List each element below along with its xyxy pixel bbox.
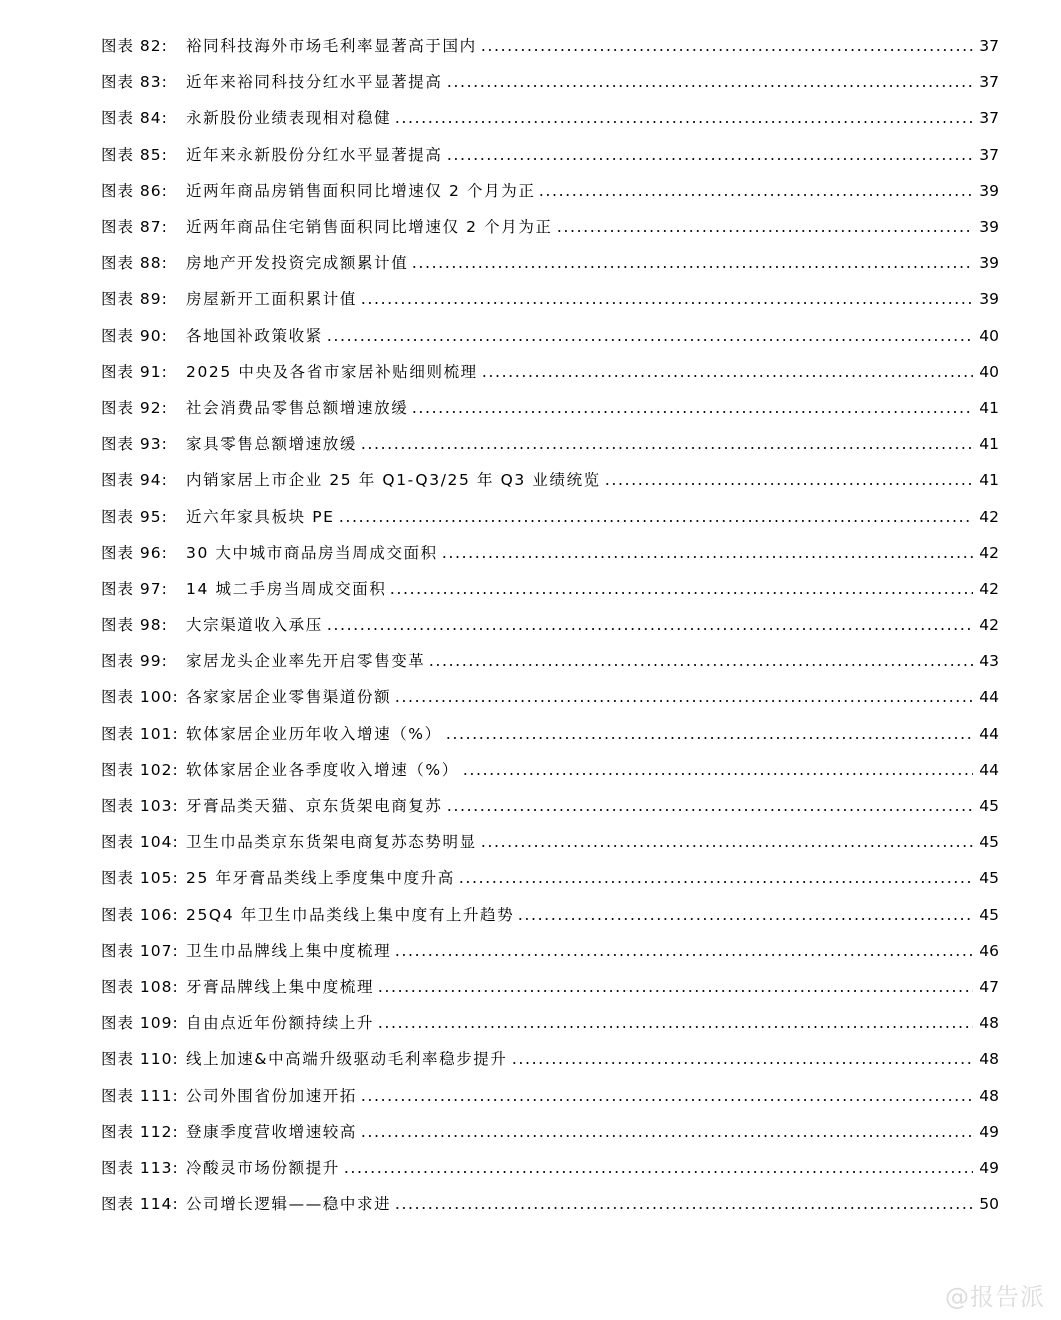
dot-leader [428, 664, 973, 666]
figure-number: 图表 101: [101, 724, 179, 743]
figure-title: 近六年家具板块 PE [186, 507, 335, 526]
page-number: 44 [979, 688, 999, 707]
toc-entry[interactable] [101, 137, 999, 173]
toc-entry[interactable] [101, 173, 999, 209]
dot-leader [481, 375, 973, 377]
figure-number: 图表 99: [101, 652, 168, 671]
dot-leader [511, 1062, 974, 1064]
toc-entry[interactable] [101, 716, 999, 752]
dot-leader [458, 881, 973, 883]
figure-title: 内销家居上市企业 25 年 Q1-Q3/25 年 Q3 业绩统览 [186, 471, 601, 490]
toc-entry[interactable] [101, 1041, 999, 1077]
toc-entry[interactable] [101, 462, 999, 498]
figure-number: 图表 92: [101, 398, 168, 417]
figure-number: 图表 86: [101, 181, 168, 200]
figure-title: 软体家居企业历年收入增速（%） [186, 724, 442, 743]
figure-number: 图表 90: [101, 326, 168, 345]
page-number: 42 [979, 579, 999, 598]
dot-leader [411, 266, 973, 268]
dot-leader [556, 230, 973, 232]
figure-title: 房屋新开工面积累计值 [186, 290, 358, 309]
figure-title: 近两年商品住宅销售面积同比增速仅 2 个月为正 [186, 218, 553, 237]
figure-number: 图表 106: [101, 905, 179, 924]
page-number: 50 [979, 1195, 999, 1214]
page-number: 49 [979, 1158, 999, 1177]
figure-title: 近年来裕同科技分红水平显著提高 [186, 73, 443, 92]
page-number: 42 [979, 507, 999, 526]
figure-number: 图表 97: [101, 579, 168, 598]
page-number: 44 [979, 724, 999, 743]
figure-number: 图表 89: [101, 290, 168, 309]
dot-leader [360, 302, 973, 304]
page-number: 39 [979, 290, 999, 309]
page-number: 45 [979, 905, 999, 924]
page-number: 45 [979, 833, 999, 852]
figure-title: 自由点近年份额持续上升 [186, 1014, 375, 1033]
figure-number: 图表 103: [101, 797, 179, 816]
dot-leader [326, 628, 973, 630]
page-number: 39 [979, 254, 999, 273]
dot-leader [604, 483, 973, 485]
figure-number: 图表 94: [101, 471, 168, 490]
page-number: 39 [979, 181, 999, 200]
dot-leader [377, 990, 973, 992]
page-number: 37 [979, 37, 999, 56]
figure-number: 图表 91: [101, 362, 168, 381]
toc-entry[interactable] [101, 752, 999, 788]
dot-leader [394, 700, 973, 702]
dot-leader [326, 339, 973, 341]
toc-entry[interactable] [101, 1150, 999, 1186]
dot-leader [360, 447, 973, 449]
page-number: 40 [979, 326, 999, 345]
figure-title: 25 年牙膏品类线上季度集中度升高 [186, 869, 455, 888]
toc-entry[interactable] [101, 1005, 999, 1041]
page-number: 41 [979, 471, 999, 490]
dot-leader [480, 845, 973, 847]
page-number: 41 [979, 435, 999, 454]
page-number: 48 [979, 1014, 999, 1033]
dot-leader [411, 411, 973, 413]
page-number: 49 [979, 1122, 999, 1141]
toc-entry[interactable] [101, 28, 999, 64]
toc-entry[interactable] [101, 354, 999, 390]
figure-title: 14 城二手房当周成交面积 [186, 579, 387, 598]
toc-entry[interactable] [101, 788, 999, 824]
figure-title: 永新股份业绩表现相对稳健 [186, 109, 392, 128]
figure-number: 图表 108: [101, 977, 179, 996]
figure-title: 近年来永新股份分红水平显著提高 [186, 145, 443, 164]
figure-number: 图表 114: [101, 1195, 179, 1214]
toc-entry[interactable] [101, 100, 999, 136]
figure-title: 公司外围省份加速开拓 [186, 1086, 358, 1105]
toc-entry[interactable] [101, 1077, 999, 1113]
page-number: 42 [979, 543, 999, 562]
figure-title: 家具零售总额增速放缓 [186, 435, 358, 454]
toc-entry[interactable] [101, 64, 999, 100]
page-number: 45 [979, 869, 999, 888]
figure-number: 图表 93: [101, 435, 168, 454]
dot-leader [360, 1135, 973, 1137]
toc-entry[interactable] [101, 535, 999, 571]
toc-entry[interactable] [101, 390, 999, 426]
figure-title: 线上加速&中高端升级驱动毛利率稳步提升 [186, 1050, 508, 1069]
toc-entry[interactable] [101, 824, 999, 860]
figure-title: 家居龙头企业率先开启零售变革 [186, 652, 426, 671]
figure-number: 图表 84: [101, 109, 168, 128]
dot-leader [394, 121, 973, 123]
figure-title: 软体家居企业各季度收入增速（%） [186, 760, 459, 779]
figure-number: 图表 100: [101, 688, 179, 707]
toc-entry[interactable] [101, 679, 999, 715]
figure-number: 图表 107: [101, 941, 179, 960]
dot-leader [389, 592, 973, 594]
toc-entry[interactable] [101, 607, 999, 643]
figure-number: 图表 87: [101, 218, 168, 237]
figure-title: 房地产开发投资完成额累计值 [186, 254, 409, 273]
toc-entry[interactable] [101, 318, 999, 354]
figure-title: 公司增长逻辑——稳中求进 [186, 1195, 392, 1214]
dot-leader [445, 737, 973, 739]
figure-title: 牙膏品类天猫、京东货架电商复苏 [186, 797, 443, 816]
dot-leader [446, 158, 973, 160]
figure-number: 图表 88: [101, 254, 168, 273]
figure-number: 图表 109: [101, 1014, 179, 1033]
dot-leader [517, 918, 973, 920]
dot-leader [360, 1099, 973, 1101]
dot-leader [446, 809, 973, 811]
figure-title: 25Q4 年卫生巾品类线上集中度有上升趋势 [186, 905, 515, 924]
page-number: 48 [979, 1086, 999, 1105]
page-number: 40 [979, 362, 999, 381]
dot-leader [377, 1026, 973, 1028]
dot-leader [441, 556, 973, 558]
page-number: 37 [979, 109, 999, 128]
figure-number: 图表 95: [101, 507, 168, 526]
toc-entry[interactable] [101, 498, 999, 534]
figure-number: 图表 85: [101, 145, 168, 164]
figure-number: 图表 102: [101, 760, 179, 779]
watermark: @报告派 [945, 1283, 1045, 1311]
figure-title: 近两年商品房销售面积同比增速仅 2 个月为正 [186, 181, 536, 200]
page-number: 37 [979, 73, 999, 92]
page-number: 48 [979, 1050, 999, 1069]
toc-entry[interactable] [101, 281, 999, 317]
toc-entry[interactable] [101, 1114, 999, 1150]
figure-number: 图表 98: [101, 616, 168, 635]
dot-leader [462, 773, 973, 775]
dot-leader [480, 49, 973, 51]
figure-number: 图表 96: [101, 543, 168, 562]
toc-entry[interactable] [101, 643, 999, 679]
dot-leader [446, 85, 973, 87]
page-number: 41 [979, 398, 999, 417]
page-number: 37 [979, 145, 999, 164]
toc-entry[interactable] [101, 571, 999, 607]
figure-number: 图表 105: [101, 869, 179, 888]
page-number: 42 [979, 616, 999, 635]
figure-number: 图表 110: [101, 1050, 179, 1069]
page-number: 43 [979, 652, 999, 671]
figure-number: 图表 112: [101, 1122, 179, 1141]
page-number: 46 [979, 941, 999, 960]
figure-title: 2025 中央及各省市家居补贴细则梳理 [186, 362, 478, 381]
figure-number: 图表 104: [101, 833, 179, 852]
figure-number: 图表 113: [101, 1158, 179, 1177]
toc-entry[interactable] [101, 933, 999, 969]
toc-entry[interactable] [101, 245, 999, 281]
figure-title: 冷酸灵市场份额提升 [186, 1158, 340, 1177]
figure-title: 各地国补政策收紧 [186, 326, 323, 345]
toc-entry[interactable] [101, 897, 999, 933]
page-number: 44 [979, 760, 999, 779]
figure-number: 图表 83: [101, 73, 168, 92]
dot-leader [338, 520, 973, 522]
figure-title: 登康季度营收增速较高 [186, 1122, 358, 1141]
figure-number: 图表 111: [101, 1086, 179, 1105]
dot-leader [538, 194, 973, 196]
figure-title: 各家家居企业零售渠道份额 [186, 688, 392, 707]
figure-title: 卫生巾品类京东货架电商复苏态势明显 [186, 833, 477, 852]
dot-leader [394, 954, 973, 956]
dot-leader [343, 1171, 973, 1173]
dot-leader [394, 1207, 973, 1209]
figure-title: 30 大中城市商品房当周成交面积 [186, 543, 438, 562]
list-of-figures [101, 28, 999, 1222]
page-number: 39 [979, 218, 999, 237]
toc-entry[interactable] [101, 860, 999, 896]
page-number: 47 [979, 977, 999, 996]
figure-title: 牙膏品牌线上集中度梳理 [186, 977, 375, 996]
toc-entry[interactable] [101, 209, 999, 245]
page-number: 45 [979, 797, 999, 816]
toc-entry[interactable] [101, 426, 999, 462]
figure-title: 裕同科技海外市场毛利率显著高于国内 [186, 37, 477, 56]
figure-number: 图表 82: [101, 37, 168, 56]
figure-title: 卫生巾品牌线上集中度梳理 [186, 941, 392, 960]
toc-entry[interactable] [101, 1186, 999, 1222]
figure-title: 大宗渠道收入承压 [186, 616, 323, 635]
figure-title: 社会消费品零售总额增速放缓 [186, 398, 409, 417]
toc-entry[interactable] [101, 969, 999, 1005]
